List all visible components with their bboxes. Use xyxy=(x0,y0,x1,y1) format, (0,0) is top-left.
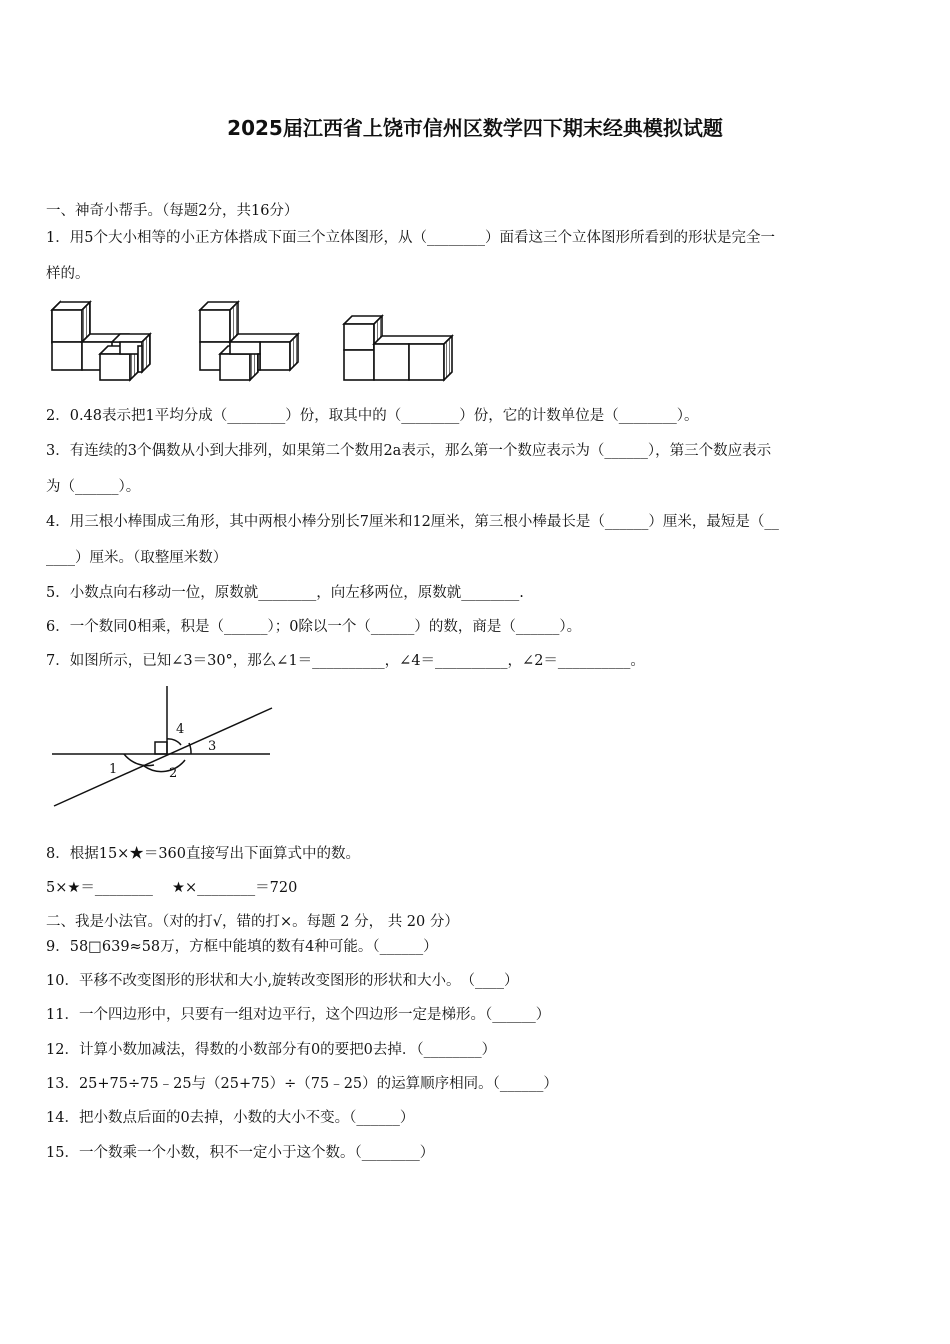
question-8: 8．根据15×★＝360直接写出下面算式中的数。 xyxy=(46,846,360,862)
question-8-equations: 5×★＝________ ★×________＝720 xyxy=(46,880,298,896)
cube-figure-2 xyxy=(200,302,298,380)
question-14: 14．把小数点后面的0去掉，小数的大小不变。（______） xyxy=(46,1110,415,1126)
angle-label-4: 4 xyxy=(176,722,185,737)
section-2-heading: 二、我是小法官。（对的打√，错的打×。每题 2 分， 共 20 分） xyxy=(46,914,459,930)
right-angle-mark xyxy=(155,742,167,754)
question-6: 6．一个数同0相乘，积是（______）；0除以一个（______）的数，商是（______）。 xyxy=(46,619,582,635)
question-3-line-2: 为（______）。 xyxy=(46,479,141,495)
question-7: 7．如图所示，已知∠3＝30°，那么∠1＝__________，∠4＝__________，∠2＝__________。 xyxy=(46,653,645,669)
question-5: 5．小数点向右移动一位，原数就________，向左移两位，原数就________. xyxy=(46,585,524,601)
section-1-heading: 一、神奇小帮手。（每题2分，共16分） xyxy=(46,203,299,219)
slanted-line xyxy=(54,708,272,806)
question-9: 9．58□639≈58万，方框中能填的数有4种可能。（______） xyxy=(46,939,438,955)
angle-label-1: 1 xyxy=(109,762,118,777)
question-15: 15．一个数乘一个小数，积不一定小于这个数。（________） xyxy=(46,1145,435,1161)
question-10: 10．平移不改变图形的形状和大小,旋转改变图形的形状和大小。 （____） xyxy=(46,973,519,989)
angle-figure xyxy=(46,682,278,812)
cube-figures xyxy=(44,294,464,386)
question-2: 2．0.48表示把1平均分成（________）份，取其中的（________）份，它的计数单位是（________）。 xyxy=(46,408,699,424)
page-title: 2025届江西省上饶市信州区数学四下期末经典模拟试题 xyxy=(227,116,723,140)
cube-figure-3 xyxy=(344,316,452,380)
angle-label-3: 3 xyxy=(208,739,217,754)
question-4-line-1: 4．用三根小棒围成三角形，其中两根小棒分别长7厘米和12厘米，第三根小棒最长是（______）厘米，最短是（__ xyxy=(46,514,779,530)
angle-4-arc xyxy=(167,739,181,745)
question-4-line-2: ____）厘米。（取整厘米数） xyxy=(46,550,228,566)
question-11: 11．一个四边形中，只要有一组对边平行，这个四边形一定是梯形。（______） xyxy=(46,1007,551,1023)
question-3-line-1: 3．有连续的3个偶数从小到大排列，如果第二个数用2a表示，那么第一个数应表示为（______），第三个数应表示 xyxy=(46,443,772,459)
question-13: 13．25+75÷75﹣25与（25+75）÷（75﹣25）的运算顺序相同。（______） xyxy=(46,1076,558,1092)
question-1-line-1: 1．用5个大小相等的小正方体搭成下面三个立体图形，从（________）面看这三个立体图形所看到的形状是完全一 xyxy=(46,230,775,246)
angle-label-2: 2 xyxy=(169,766,178,781)
question-1-line-2: 样的。 xyxy=(46,266,90,282)
cube-figure-1 xyxy=(52,302,150,380)
angle-1-arc xyxy=(124,754,154,766)
question-12: 12．计算小数加减法，得数的小数部分有0的要把0去掉．（________） xyxy=(46,1042,497,1058)
